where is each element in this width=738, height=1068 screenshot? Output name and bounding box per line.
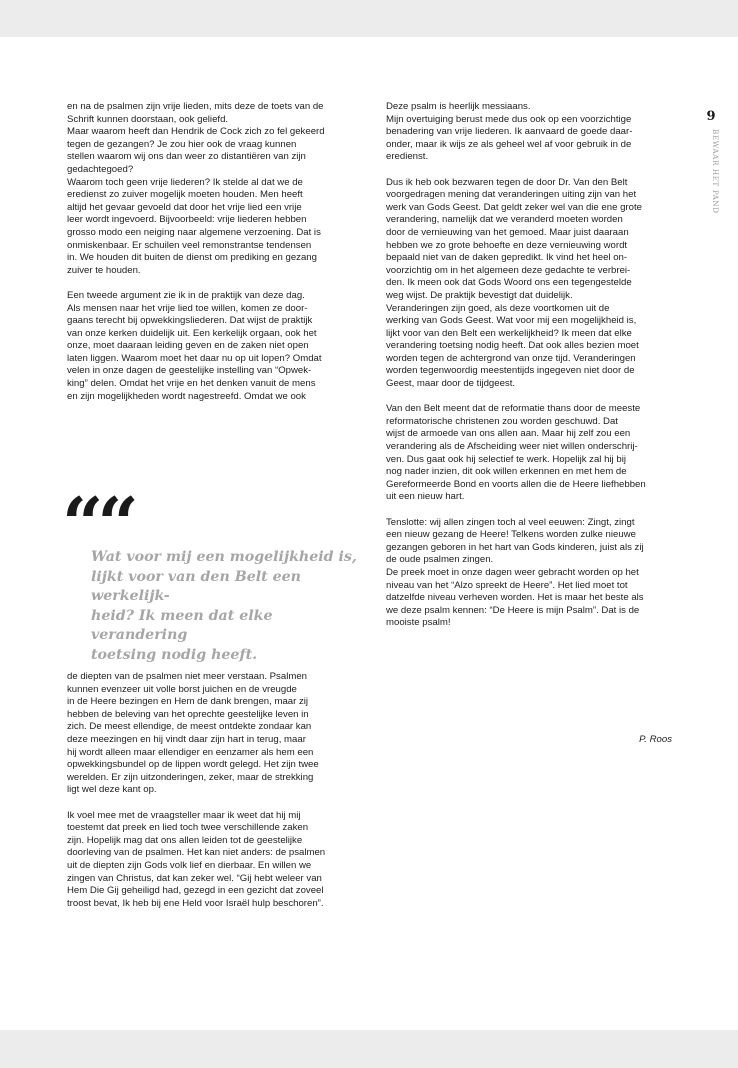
text-line: eredienst zo zuiver mogelijk moeten houden. Men heeft <box>67 189 303 201</box>
text-line: Dus ik heb ook bezwaren tegen de door Dr. Van den Belt <box>386 176 628 188</box>
text-line: zuiver te houden. <box>67 264 141 276</box>
pull-quote-line: lijkt voor van den Belt een werkelijk- <box>91 568 301 604</box>
text-line: voorzichtig om in het algemeen deze gedachte te verbrei- <box>386 264 631 276</box>
text-line: onder, maar ik wijs ze als geheel wel af voor gebruik in de <box>386 138 632 150</box>
text-line: en zijn mogelijkheden wordt nagestreefd. Omdat we ook <box>67 390 306 402</box>
text-line: weg wijst. De praktijk bevestigt dat duidelijk. <box>386 289 573 301</box>
text-line: werking van Gods Geest. Wat voor mij een mogelijkheid is, <box>386 315 637 327</box>
text-line: door de vernieuwing van het gemoed. Maar juist daaraan <box>386 226 629 238</box>
text-line: toestemt dat preek en lied toch twee verschillende zaken <box>67 822 309 834</box>
text-line: Veranderingen zijn goed, als deze voortkomen uit de <box>386 302 610 314</box>
pull-quote <box>91 548 371 665</box>
text-line: kunnen evenzeer uit volle borst juichen en de vreugde <box>67 683 297 695</box>
text-line: Hem Die Gij geheiligd had, gezegd in een gezicht dat zoveel <box>67 885 324 897</box>
text-line: benadering van vrije liederen. Ik aanvaard de goede daar- <box>386 126 633 138</box>
text-line: onze, moet daaraan leiding geven en de zaken niet open <box>67 340 309 352</box>
text-line: Een tweede argument zie ik in de praktijk van deze dag. <box>67 289 305 301</box>
text-line: gedachtegoed? <box>67 163 134 175</box>
text-line: Van den Belt meent dat de reformatie thans door de meeste <box>386 403 641 415</box>
text-line: de diepten van de psalmen niet meer verstaan. Psalmen <box>67 671 307 682</box>
text-line: Maar waarom heeft dan Hendrik de Cock zich zo fel gekeerd <box>67 126 325 138</box>
quote-mark-icon: ““ <box>62 481 133 566</box>
text-line: verandering, namelijk dat we veranderd moeten worden <box>386 214 623 226</box>
text-line: laten liggen. Waarom moet het daar nu op uit lopen? Omdat <box>67 352 322 364</box>
paragraph-gap <box>67 277 367 290</box>
text-line: een nieuw gezang de Heere! Telkens worden zulke nieuwe <box>386 529 636 541</box>
text-line: we deze psalm kennen: “De Heere is mijn Psalm”. Dat is de <box>386 604 640 616</box>
text-line: Gereformeerde Bond en voorts allen die de Heere liefhebben <box>386 478 646 490</box>
text-line: Schrift kunnen doorstaan, ook geliefd. <box>67 113 229 125</box>
text-line: grosso modo een neiging naar algemene verzoening. Dat is <box>67 226 321 238</box>
text-line: van onze kerken duidelijk uit. Een kerkelijk orgaan, ook het <box>67 327 317 339</box>
text-line: zijn. Hopelijk mag dat ons allen leiden tot de geestelijke <box>67 834 303 846</box>
text-line: ligt wel deze kant op. <box>67 784 157 796</box>
paragraph-gap <box>386 504 673 517</box>
text-line: Waarom toch geen vrije liederen? Ik stelde al dat we de <box>67 176 303 188</box>
text-line: niveau van het “Alzo spreekt de Heere”. Het lied moet tot <box>386 579 628 591</box>
text-line: Deze psalm is heerlijk messiaans. <box>386 101 531 112</box>
text-line: worden tegen de achtergrond van onze tijd. Veranderingen <box>386 352 636 364</box>
text-line: uit de diepten zijn Gods volk lief en dierbaar. En willen we <box>67 859 312 871</box>
paragraph-gap <box>386 164 673 177</box>
text-line: zich. De meest ellendige, de meest ontdekte zondaar kan <box>67 721 312 733</box>
running-head: BEWAAR HET PAND <box>711 129 720 214</box>
column-left-top <box>67 101 367 403</box>
pull-quote-line: heid? Ik meen dat elke verandering <box>91 607 273 643</box>
text-line: leer wordt ingevoerd. Bijvoorbeeld: vrije liederen hebben <box>67 214 307 226</box>
text-line: uit een nieuw hart. <box>386 491 465 503</box>
text-line: De preek moet in onze dagen weer gebracht worden op het <box>386 566 639 578</box>
text-line: troost bevat, Ik heb bij ene Held voor Israël hulp beschoren”. <box>67 897 324 909</box>
text-line: worden tegenwoordig meestentijds ingegeven niet door de <box>386 365 635 377</box>
author-signature: P. Roos <box>639 734 672 745</box>
text-line: tegen de gezangen? Je zou hier ook de vraag kunnen <box>67 138 297 150</box>
paragraph-gap <box>67 797 367 810</box>
text-line: verandering als de Afscheiding weer niet willen onderschrij- <box>386 441 638 453</box>
text-line: verandering toetsing nodig heeft. Dat ook alles bezien moet <box>386 340 639 352</box>
text-line: gaans terecht bij opwekkingsliederen. Dat wijst de praktijk <box>67 315 313 327</box>
text-line: velen in onze dagen de geestelijke instelling van “Opwek- <box>67 365 312 377</box>
text-line: Als mensen naar het vrije lied toe willen, komen ze door- <box>67 302 308 314</box>
text-line: opwekkingsbundel op de lippen wordt gelegd. Het zijn twee <box>67 759 319 771</box>
text-line: reformatorische christenen zou worden geschuwd. Dat <box>386 415 618 427</box>
text-line: doorleving van de psalmen. Het kan niet anders: de psalmen <box>67 847 326 859</box>
paragraph-gap <box>386 391 673 404</box>
text-line: lijkt voor van den Belt een werkelijkheid? Ik meen dat elke <box>386 327 632 339</box>
text-line: Mijn overtuiging berust mede dus ook op een voorzichtige <box>386 113 632 125</box>
magazine-page <box>0 37 738 1030</box>
text-line: onmiskenbaar. Er schuilen veel remonstrantse tendensen <box>67 239 312 251</box>
text-line: Tenslotte: wij allen zingen toch al veel eeuwen: Zingt, zingt <box>386 516 635 528</box>
column-right <box>386 101 673 630</box>
text-line: de oude psalmen zingen. <box>386 554 494 566</box>
text-line: in de Heere bezingen en Hem de dank brengen, maar zij <box>67 696 309 708</box>
text-line: ven. Dus gaat ook hij selectief te werk. Hopelijk zal hij bij <box>386 453 626 465</box>
text-line: hebben de beleving van het oprechte geestelijke leven in <box>67 708 309 720</box>
text-line: voorgedragen mening dat veranderingen uiting zijn van het <box>386 189 637 201</box>
text-line: hij wordt alleen maar ellendiger en eenzamer als hem een <box>67 746 314 758</box>
text-line: Geest, maar door de tijdgeest. <box>386 378 516 390</box>
text-line: eredienst. <box>386 151 429 163</box>
text-line: altijd het gevaar gevoeld dat door het vrije lied een vrije <box>67 201 302 213</box>
pull-quote-line: Wat voor mij een mogelijkheid is, <box>91 549 357 565</box>
text-line: werelden. Er zijn uitzonderingen, zeker, maar de strekking <box>67 771 314 783</box>
text-line: werk van Gods Geest. Dat geldt zeker wel van die ene grote <box>386 201 642 213</box>
text-line: datzelfde niveau verheven worden. Het is maar het beste als <box>386 592 644 604</box>
text-line: bepaald niet van de daken gepredikt. Ik vind het heel on- <box>386 252 628 264</box>
text-line: hebben we zo grote behoefte en deze vernieuwing wordt <box>386 239 628 251</box>
text-line: den. Ik meen ook dat Gods Woord ons een tegengestelde <box>386 277 632 289</box>
text-line: wijst de armoede van ons allen aan. Maar hij zelf zou een <box>386 428 631 440</box>
text-line: nog nader inzien, dit ook willen erkennen en met hem de <box>386 466 627 478</box>
column-left-bottom <box>67 671 367 910</box>
text-line: Ik voel mee met de vraagsteller maar ik weet dat hij mij <box>67 809 301 821</box>
page-number: 9 <box>706 109 716 124</box>
text-line: deze meezingen en hij vindt daar zijn hart in terug, maar <box>67 733 306 745</box>
text-line: king” delen. Omdat het vrije en het denken vanuit de mens <box>67 378 316 390</box>
text-line: stellen waarom wij ons dan weer zo distantiëren van zijn <box>67 151 306 163</box>
pull-quote-line: toetsing nodig heeft. <box>91 646 258 663</box>
text-line: mooiste psalm! <box>386 617 451 629</box>
text-line: gezangen geboren in het hart van Gods kinderen, juist als zij <box>386 541 644 553</box>
text-line: in. We houden dit buiten de dienst om prediking en gezang <box>67 252 317 264</box>
text-line: zingen van Christus, dat kan zeker wel. “Gij hebt weleer van <box>67 872 322 884</box>
text-line: en na de psalmen zijn vrije lieden, mits deze de toets van de <box>67 101 324 112</box>
